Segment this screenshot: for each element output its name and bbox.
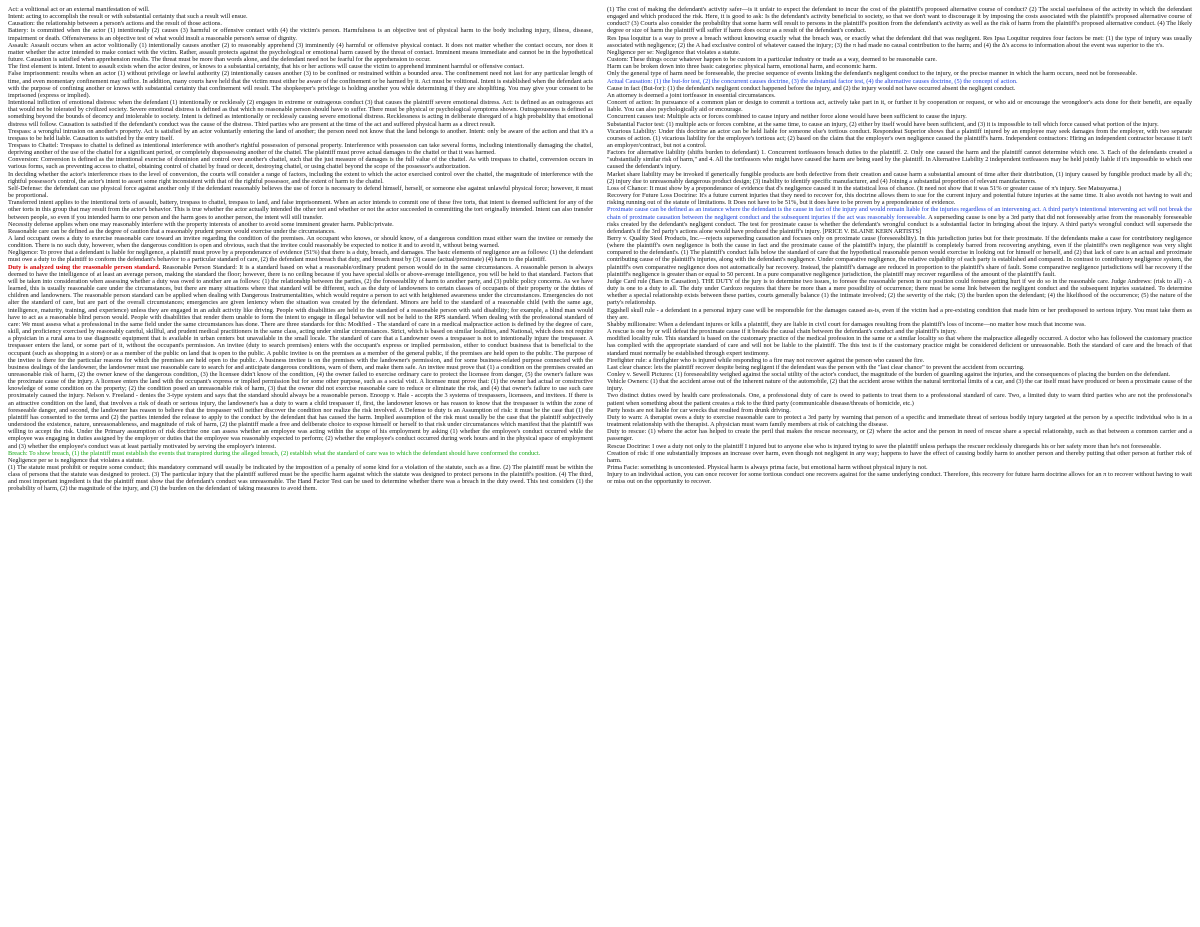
paragraph-text: Last clear chance: lets the plaintiff recover despite being negligent if the defendant was the person with the "last clear chance" to prevent the accident from occurring. (607, 363, 1025, 371)
paragraph-text: Judge Card rule (Bars in Causation). THE DUTY of the jury is to determine two issues, to foresee the reasonable person in our position could foresee getting hurt if we do so in the reasonable care. Judge Andrews: (risk to all) - A duty is one to a duty to all. The duty under Cardozo requires that there be more than a mere possibility of occurrence; there must be some link between the negligent conduct and the subsequent injuries sustained. To determine whether a special relationship exists between these parties, courts generally balance (1) the intimate involved; (2) the severity of the risk; (3) the burden upon the defendant; (4) the likelihood of the occurrence; (5) the nature of the party's relationship. (607, 277, 1192, 307)
paragraph-text: Duty to warn: A therapist owes a duty to exercise reasonable care to protect a 3rd party by warning that person of a specific and immediate threat of serious bodily injury targeted at the person by a specific individual who is in a treatment relationship with the therapist. A physician must warn family members at risk of catching the disease. (607, 413, 1192, 429)
paragraph (607, 121, 1192, 128)
paragraph-text: Conversion: Conversion is defined as the intentional exercise of dominion and control over another's chattel, such that the just measure of damages is the full value of the chattel. As with trespass to chattel, conversion occurs in various forms, such as preventing access to chattel, obtaining control of chattel by fraud or deceit, destroying chattel, or using chattel beyond the scope of the possessor's authorization. (8, 156, 593, 171)
paragraph (607, 99, 1192, 113)
paragraph (607, 407, 1192, 414)
paragraph (607, 464, 1192, 471)
paragraph (8, 42, 593, 63)
paragraph (607, 56, 1192, 63)
paragraph (607, 321, 1192, 328)
paragraph-text: Duty is analyzed using the reasonable person standard. (8, 263, 161, 271)
paragraph-text: Proximate cause can be defined as an instance where the defendant is the cause in fact of the injury and would remain liable for the injuries regardless of an intervening act. A third party's intentional intervening act will not break the chain of proximate causation between the negligent conduct and the subsequent injuries if the act was reasonably foreseeable. (607, 206, 1192, 221)
paragraph-text: Loss of Chance: It must show by a preponderance of evidence that d's negligence caused it in the statistical loss of chance. (It need not show that it was 51% or greater cause of π's injury. See Matsuyama.) (607, 184, 1122, 192)
paragraph-text: Negligence: To prove that a defendant is liable for negligence, a plaintiff must prove by a preponderance of evidence (51%) that there is a duty, breach, and damages. The basic elements of negligence are as follows: (1) the defendant must owe a duty to the plaintiff to conform the defendant's behavior to a particular standard of care, (2) the defendant must breach that duty, and breach must by (3) cause (actual/proximate) (4) harm to the plaintiff. (8, 249, 593, 264)
paragraph-text: Eggshell skull rule - a defendant in a personal injury case will be responsible for the damages caused as-is, even if the victim had a pre-existing condition that made him or her predisposed to serious injury. You must take them as they are. (607, 306, 1192, 321)
paragraph (607, 192, 1192, 206)
paragraph-continuation: A superseding cause is one by a 3rd party that did not foreseeably arise from the reasonably foreseeable risks created by the defendant's negligent conduct. The test for proximate cause is whether the defendant's wrongful conduct is a substantial factor in bringing about the injury. A third party's wrongful conduct will supersede the defendant's if the 3rd party's actions alone would have produced the plaintiff's injury. [PRICE V. BLAINE KERN ARTISTS] (607, 213, 1192, 235)
paragraph-text: Act: a volitional act or an external manifestation of will. (8, 6, 150, 13)
paragraph-continuation: Reasonable Person Standard: It is a standard based on what a reasonable/ordinary prudent person would do in the same circumstances. A reasonable person is always deemed to have the intelligence of at least an average person, making the standard the floor; however, there is no ceiling because if you have special skills or above-average intelligence, you will be held to that standard. Factors that will be taken into consideration when assessing whether a duty was owed to another are as follows: (1) the relationship between the parties, (2) the foreseeability of harm to another party, and (3) public policy concerns. As we have learned, this is usually reasonable care under the circumstances, but there are many situations where that standard will be different, such as the duty of landowners to certain classes of occupants of their property or the duties of children and landowners. The reasonable person standard can be applied when dealing with Dangerous Instrumentalities, which would require a person to act with heightened awareness under the circumstances. Emergencies do not alter the standard of care, but are part of the overall circumstances; emergencies are given leniency when the situation was created by the defendant. Minors are held to the standard of a reasonable child (with the same age, intelligence, maturity, training, and experience) unless they are engaged in an adult activity like driving. People with disabilities are held to the standard of a reasonable person with said disability; for example, a blind man would have to act as a reasonable blind person would. People with disabilities that render them unable to form the intent to engage in illegal behavior will not be held to the RPS standard. When dealing with the professional standard of care: We must assess what a professional in the same field under the same circumstances has done. There are three standards for this: Modified - The standard of care in a medical malpractice action is defined by the degree of care, skill, and proficiency exercised by reasonably careful, skillful, and prudent medical practitioners in the same class, acting under similar circumstances. Strict, which is based on similar localities, and National, which does not require a physician in a rural area to use diagnostic equipment that is available in urban centers but unavailable in the small locale. The standard of care that a Landowner owes a trespasser is not to intentionally injure the trespasser. A trespasser enters the land, or some part of it, without the occupant's permission. An invitee (duty to search premises) enters with the occupant's express or implied permission, either to conduct business that is beneficial to the occupant (such as shopping in a store) or as a member of the public on land that is open to the public. A public invitee is on the premises as a member of the general public, if the premises are held open to the public. The purpose of the invitee is there for the particular reasons for which the premises are held open to the public. A business invitee is on the premises with the landowner's permission, and for some business-related purpose connected with the business dealings of the landowner, the landowner must use reasonable care to search for and anticipate dangerous conditions, warn of them, and make them safe. An invitee must prove that (1) a condition on the premises created an unreasonable risk of harm, (2) the owner knew of the dangerous condition, (3) the licensee didn't know of the condition, (4) the owner failed to exercise ordinary care to protect the licensee from danger, (5) the owner's failure was the proximate cause of the injury. A licensee enters the land with the occupant's express or implied permission but for some other purpose, such as a social visit. A licensee must prove that: (1) the owner had actual or constructive knowledge of some condition on the property; (2) the condition posed an unreasonable risk of harm, (3) that the owner did not exercise reasonable care to reduce or eliminate the risk, and (4) that owner's failure to use such care proximately caused the injury. Nelson v. Freeland - denies the 3-type system and says that the standard should always be a reasonable person. Enoopp v. Hale - accepts the 3 systems of trespassers, licensees, and invitees. If there is an attractive condition on the land, that involves a risk of death or serious injury, the landowner's has a duty to warn a child trespasser if, first, the landowner knows or has reason to know that the trespasser is within the zone of foreseeable danger, and second, the landowner has reason to believe that the trespasser will neither discover the condition nor realize the risk involved. A Defense to duty is an Assumption of risk: it must be the case that (1) the plaintiff has consented to the terms and (2) the parties intended the release to apply to the conduct by the defendant that has caused the harm. Implied assumption of the risk must usually be the case that the plaintiff subjectively understood the existence, nature, unreasonableness, and magnitude of risk of harm, (2) the plaintiff made a free and deliberate choice to expose himself or herself to that risk under circumstances which manifest that the plaintiff was willing to accept the risk. Under the Primary assumption of risk doctrine one can assess whether an employee was acting within the scope of his employment by asking (1) whether the employee's conduct occurred while the employee was engaging in duties assigned by the employer or duties that the employee was reasonably expected to perform; (2) whether the employee's conduct occurred during work hours and in the physical space of employment and (3) whether the employee's conduct was at least partially motivated by serving the employer's interest. (8, 263, 593, 450)
paragraph (607, 113, 1192, 120)
paragraph-text: Breach: To show breach, (1) the plaintiff must establish the events that transpired during the alleged breach, (2) establish what the standard of care was to which the defendant should have conformed the conduct. (8, 449, 541, 457)
paragraph-text: Conley v. Sewell Pictures: (1) foreseeability weighed against the social utility of the actor's conduct, the magnitude of the burden of guarding against the injuries, and the consequences of placing the burden on the defendant. (607, 370, 1171, 378)
paragraph-text: Concert of action: In pursuance of a common plan or design to commit a tortious act, actively take part in it, or further it by cooperation or request, or who aid or encourage the wrongdoer's acts done for their benefit, are equally liable. You can also psychologically aid or encourage. (607, 99, 1192, 114)
paragraph (607, 185, 1192, 192)
paragraph-text: Creation of risk: if one substantially imposes an increase over harm, even though not negligent in any way; happens to have the effect of causing bodily harm to another person and thereby putting that other person at further risk of harm. (607, 449, 1192, 464)
paragraph (8, 70, 593, 99)
paragraph (8, 27, 593, 41)
paragraph-text: Firefighter rule: a firefighter who is injured while responding to a fire may not recover against the person who caused the fire. (607, 356, 925, 364)
paragraph-text: Causation: the relationship between a person's actions and the result of those actions. (8, 20, 222, 28)
paragraph (607, 171, 1192, 185)
paragraph (8, 13, 593, 20)
paragraph (8, 249, 593, 263)
paragraph (607, 78, 1192, 85)
paragraph-text: Duty to rescue: (1) where the actor has helped to create the peril that makes the rescue necessary, or (2) where the actor and the person in need of rescue share a special relationship, such as that between a common carrier and a passenger. (607, 428, 1192, 443)
paragraph (607, 6, 1192, 35)
paragraph (607, 92, 1192, 99)
paragraph (8, 235, 593, 249)
paragraph (8, 6, 593, 13)
paragraph (8, 464, 593, 493)
paragraph-text: Party hosts are not liable for car wrecks that resulted from drunk driving. (607, 406, 791, 414)
paragraph-text: Negligence per se is negligence that violates a statute. (8, 456, 144, 464)
paragraph-text: In deciding whether the actor's interference rises to the level of conversion, the courts will consider a range of factors, including the extent to which the actor exercised control over the chattel, the magnitude of interference with the rightful possessor's control, the actor's intent to assert some right inconsistent with that of the rightful possessor, and the extent of harm to the chattel. (8, 170, 593, 185)
paragraph-text: Cause in fact (But-for): (1) the defendant's negligent conduct happened before the injury, and (2) the injury would not have occurred absent the negligent conduct. (607, 84, 1016, 92)
paragraph-text: The first element is intent. Intent to assault exists when the actor desires, or knows to a substantial certainty, that his or her actions will cause the victim to apprehend imminent harmful or offensive contact. (8, 63, 525, 71)
paragraph (607, 35, 1192, 49)
paragraph (8, 228, 593, 235)
paragraph-text: An attorney is deemed a joint tortfeasor in essential circumstances. (607, 91, 776, 99)
paragraph-text: Rescue Doctrine: I owe a duty not only to the plaintiff I injured but to anyone else who is injured trying to save the plaintiff unless perhaps the rescuer recklessly disregards his or her safety more than he's not foreseeable. (607, 442, 1162, 450)
paragraph-text: Reasonable care can be defined as the degree of caution that a reasonably prudent person would exercise under the circumstances. (8, 227, 336, 235)
paragraph-text: Injury to an individual action, you can once recover for some tortious conduct one recovers against for the same underlying conduct. Therefore, this recovery for future harm doctrine allows for an π to recover without having to wait or miss out on the opportunity to recover. (607, 471, 1192, 486)
paragraph-text: False imprisonment: results when an actor (1) without privilege or lawful authority (2) intentionally causes another (3) to be confined or restrained within a bounded area. The confinement need not last for any particular length of time, and even momentary confinement may suffice. In addition, many courts have held that the victim must either be aware of the confinement or be harmed by it. Act must be volitional. Intent is established when the defendant acts with the purpose of confining another or knows with substantial certainty that confinement will result. The shopkeeper's privilege is holding another you while determining if they are shoplifting. You may give your consent to be imprisoned (express or implied). (8, 70, 593, 99)
paragraph (607, 428, 1192, 442)
paragraph-text: Necessity defense applies when one may reasonably interfere with the property interests of another to avoid some imminent greater harm. Public/private. (8, 220, 394, 228)
paragraph (607, 328, 1192, 335)
paragraph-text: Intentional infliction of emotional distress: when the defendant (1) intentionally or recklessly (2) engages in extreme or outrageous conduct (3) that causes the plaintiff severe emotional distress. Act: is defined as an outrageous act that would not be tolerated by civilized society. Severe emotional distress is defined as that which no reasonable person should have to suffer. There must be physical or psychological symptoms shown. Outrageousness is defined as something beyond the bounds of decency and intolerable to society. Intent is defined as intentionally or recklessly causing severe emotional distress. Recklessness is acting in deliberate disregard of a high probability that emotional distress will follow. Causation is satisfied if the defendant's conduct was the cause of the distress. Third parties who are present at the time of the act and suffered physical harm as a direct result. (8, 99, 593, 128)
paragraph-text: Assault: Assault occurs when an actor volitionally (1) intentionally causes another (2) to reasonably apprehend (3) imminently (4) harmful or offensive physical contact. It does not matter whether the contact occurs, nor does it matter whether the actor intended to make contact with the victim. Rather, assault protects against the psychological or emotional harm caused by the threat of contact. Imminent means immediate and cannot be in the hypothetical future. Causation is satisfied when apprehension results. The threat must be more than words alone, and the defendant need not be fearful for the apprehension to occur. (8, 41, 593, 64)
paragraph (607, 364, 1192, 371)
paragraph (607, 49, 1192, 56)
paragraph (607, 85, 1192, 92)
paragraph (607, 371, 1192, 378)
paragraph (8, 20, 593, 27)
paragraph-text: Battery: is committed when the actor (1) intentionally (2) causes (3) harmful or offensive contact with (4) the victim's person. Harmfulness is an objective test of physical harm to the body including injury, illness, disease, impairment or death. Offensiveness is an objective test of what would insult a reasonable person's sense of dignity. (8, 27, 593, 42)
paragraph-text: Substantial Factor test: (1) multiple acts or forces combine, at the same time, to cause an injury, (2) either by itself would have been sufficient, and (3) it is impossible to tell which force caused what portion of the injury. (607, 120, 1159, 128)
paragraph-text: Custom: These things occur whatever happen to be custom in a particular industry or trade as a way, deemed to be reasonable care. (607, 56, 937, 64)
paragraph-text: Recovery for Future Loss Doctrine: It's a future current injuries that they need to recover for, this doctrine allows them to sue for the current injury and potential future injuries at the same time. It also avoids not having to wait and risking running out of the statute of limitations. It Does not have to be 51%, but it does have to be proven by a preponderance of evidence. (607, 192, 1192, 207)
paragraph (8, 128, 593, 142)
paragraph-text: Market share liability may be invoked if generically fungible products are both defective from their creation and cause harm a substantial amount of time after their distribution, (1) injury caused by fungible product made by all d's; (2) injury due to unreasonably dangerous product design; (3) inability to identify specific manufacturer, and (4) Joining a substantial proportion of relevant manufacturers. (607, 170, 1192, 185)
paragraph (607, 392, 1192, 406)
paragraph-text: modified locality rule. This standard is based on the customary practice of the medical profession in the same or a similar locality so that where the malpractice allegedly occurred. A doctor who has followed the customary practice has complied with the appropriate standard of care and will not be liable to the plaintiff. The this test is if the customary practice might be considered deficient or unreasonable. Both the standard of care and the breach of that standard must normally be established through expert testimony. (607, 335, 1192, 357)
paragraph (607, 128, 1192, 149)
paragraph-text: Intent: acting to accomplish the result or with substantial certainty that such a result will ensue. (8, 13, 248, 21)
paragraph (8, 99, 593, 128)
paragraph (8, 171, 593, 185)
paragraph (8, 156, 593, 170)
paragraph (607, 378, 1192, 392)
paragraph-text: Concurrent causes test: Multiple acts or forces combined to cause injury and neither force alone would have been sufficient to cause the injury. (607, 113, 967, 121)
paragraph (607, 443, 1192, 450)
paragraph (607, 335, 1192, 356)
paragraph (8, 221, 593, 228)
paragraph-text: Vehicle Owners: (1) that the accident arose out of the inherent nature of the automobile, (2) that the accident arose within the natural territorial limits of a car, and (3) the car itself must have produced or been a proximate cause of the injury. (607, 378, 1192, 393)
paragraph-text: Vicarious Liability: Under this doctrine an actor can be held liable for someone else's tortious conduct. Respondeat Superior shows that a plaintiff injured by an employee may seek damages from the employer, with two separate courses of action. (1) vicarious liability for the employee's tortious act; (2) based on the claim that the employer's own negligence caused the plaintiff's harm. Independent contractors: Hiring an independent contractor because it isn't an employer/contract, but not a control. (607, 127, 1192, 149)
paragraph (8, 199, 593, 220)
paragraph-text: (1) The cost of making the defendant's activity safer—is it unfair to expect the defendant to incur the cost of the plaintiff's proposed alternative course of conduct? (2) The social usefulness of the activity in which the defendant engaged and which produced the risk. Here, it is good to ask: Is the defendant's activity beneficial to society, so that we don't want to discourage it by imposing the costs associated with the plaintiff's proposed alternative course of conduct? (3) Courts also consider the probability that some harm will result to persons in the plaintiff's position from the defendant's activity as well as the risk of harm from the plaintiff's proposed alternative conduct. (4) The likely degree or size of harm the plaintiff will suffer if harm does occur as a result of the defendant's conduct. (607, 6, 1192, 35)
paragraph (8, 63, 593, 70)
paragraph (8, 450, 593, 457)
paragraph-text: Harm can be broken down into three basic categories: physical harm, emotional harm, and economic harm. (607, 63, 877, 71)
paragraph (607, 149, 1192, 170)
paragraph-text: Transferred intent applies to the intentional torts of assault, battery, trespass to chattel, trespass to land, and false imprisonment. When an actor intends to commit one of these five torts, that intent is deemed sufficient for any of the other torts in this group that may result from the actor's behavior. This is true whether the actor actually intended the other tort and whether or not the actor succeeded in committing the tort originally intended. Intent can also transfer between people, so even if you intended harm to one person and the harm goes to another person, the intent will still transfer. (8, 199, 593, 221)
paragraph (607, 235, 1192, 278)
paragraph-text: Res Ipsa loquitur is a way to prove a breach without knowing exactly what the breach was, or exactly what the defendant did that was negligent. Res Ipsa Loquitur requires four factors be met: (1) the type of injury was usually associated with negligence; (2) the A had exclusive control of whatever caused the injury; (3) the π had made no causal contribution to the harm; and (4) the ∆'s access to information about the event was superior to the π's. (607, 34, 1192, 49)
paragraph (607, 414, 1192, 428)
paragraph (8, 142, 593, 156)
paragraph-text: Only the general type of harm need be foreseeable, the precise sequence of events linking the defendant's negligent conduct to the injury, or the precise manner in which the harm occurs, need not be foreseeable. (607, 70, 1138, 78)
paragraph (607, 206, 1192, 235)
paragraph (607, 357, 1192, 364)
left-column (8, 6, 593, 923)
paragraph-text: Shabby millionaire: When a defendant injures or kills a plaintiff, they are liable in civil court for damages resulting from the plaintiff's loss of income—no matter how much that income was. (607, 320, 1086, 328)
paragraph (607, 450, 1192, 464)
paragraph-text: A rescue is one by or will defeat the proximate cause if it breaks the causal chain between the defendant's conduct and the plaintiff's injury. (607, 328, 957, 336)
paragraph-text: Two distinct duties owed by health care professionals. One, a professional duty of care is owed to patients to treat them to a professional standard of care. Two, a limited duty to warn third parties who are not the professional's patient when something about the patient creates a risk to the third party (communicable disease/threats of homicide, etc.) (607, 392, 1192, 407)
right-column (607, 6, 1192, 923)
paragraph (607, 70, 1192, 77)
paragraph (8, 264, 593, 450)
paragraph-text: Negligence per se: Negligence that violates a statute. (607, 48, 741, 56)
paragraph-text: Factors for alternative liability (shifts burden to defendant) 1. Concurrent tortfeasors breach duties to the plaintiff. 2. Only one caused the harm and the plaintiff cannot determine which one. 3. Each of the defendants created a "substantially similar risk of harm," and 4. All the tortfeasors who might have caused the harm are being sued by the plaintiff. In Alternative Liability 2 independent tortfeasors may be held jointly liable if it's impossible to which one caused the defendant's injury. (607, 149, 1192, 171)
paragraph-text: Prima Facie: something is uncontested. Physical harm is always prima facie, but emotional harm without physical injury is not. (607, 464, 928, 471)
paragraph-text: (1) The statute must prohibit or require some conduct; this mandatory command will usually be indicated by the imposition of a penalty of some kind for a violation of the statute, such as a fine. (2) The plaintiff must be within the class of persons that the statute was designed to protect. (3) The particular injury that the plaintiff suffered must be the specific harm against which the statute was designed to protect persons in the plaintiff's position. (4) The third, and most important ingredient is that the plaintiff must show that the defendant's conduct was unreasonable. The Hand Factor Test can be used to determine whether there was a breach in the duty owed. This test considers (1) the probability of harm, (2) the magnitude of the injury, and (3) the burden on the defendant of taking measures to avoid them. (8, 464, 593, 493)
paragraph (607, 278, 1192, 307)
paragraph-text: Trespass to Chattel: Trespass to chattel is defined as intentional interference with another's rightful possession of personal property. Interference with possession can take several forms, including intentionally damaging the chattel, depriving another of the use of the chattel for a significant period, or completely dispossessing another of the chattel. The plaintiff must prove actual damages to the chattel or that it was harmed. (8, 141, 593, 157)
paragraph-text: A land occupant owes a duty to exercise reasonable care toward an invitee regarding the condition of the premises. An occupant who knows, or should know, of a dangerous condition must either warn the invitee or remedy the condition. There is no such duty, however, when the dangerous condition is open and obvious, such that the invitee could reasonably be expected to notice it and to avoid it, without being warned. (8, 235, 593, 250)
paragraph (607, 307, 1192, 321)
paragraph (607, 471, 1192, 485)
paragraph (8, 185, 593, 199)
paragraph-text: Actual Causation: (1) the but-for test, (2) the concurrent causes doctrine, (3) the substantial factor test, (4) the alternative causes doctrine, (5) the concept of action. (607, 77, 1018, 85)
paragraph-text: Trespass: a wrongful intrusion on another's property. Act is satisfied by an actor voluntarily entering the land of another; the person need not know that the land belongs to another. Intent: only be aware of the action and that it's a trespass to be held liable. Causation is satisfied by the entry itself. (8, 127, 593, 142)
paragraph-text: Self-Defense: the defendant can use physical force against another only if the defendant reasonably believes the use of force is necessary to defend himself, herself, or someone else against unlawful physical force; however, it must be proportional. (8, 184, 593, 200)
paragraph (607, 63, 1192, 70)
paragraph (8, 457, 593, 464)
paragraph-text: Berry v. Quality Steel Products, Inc.—rejects superseding causation and focuses only on proximate cause (foreseeability). In this jurisdiction juries but for their proximate. If the defendants make a case for contributory negligence (where the plaintiff's own negligence is both the cause in fact and the proximate cause of the plaintiff's injury, the plaintiff is completely barred from recovering anything, even if the plaintiff's own negligence was very slight compared to the defendant's. (1) The plaintiff's conduct falls below the standard of care that the hypothetical reasonable person would exercise in looking out for himself or herself, and (2) that lack of care is an actual and proximate contributing cause of the plaintiff's injuries, along with the defendant's negligence. Under comparative negligence, the relative culpability of each party is established and compared. In contrast to contributory negligence system, the plaintiff's own comparative negligence does not automatically bar recovery. Instead, the plaintiff's damage are reduced in proportion to the plaintiff's share of fault. Some comparative negligence jurisdictions will bar recovery if the plaintiff's negligence is greater than or equal to 50 percent. In a pure comparative negligence jurisdiction, the plaintiff may recover regardless of the amount of the plaintiff's fault. (607, 235, 1192, 278)
